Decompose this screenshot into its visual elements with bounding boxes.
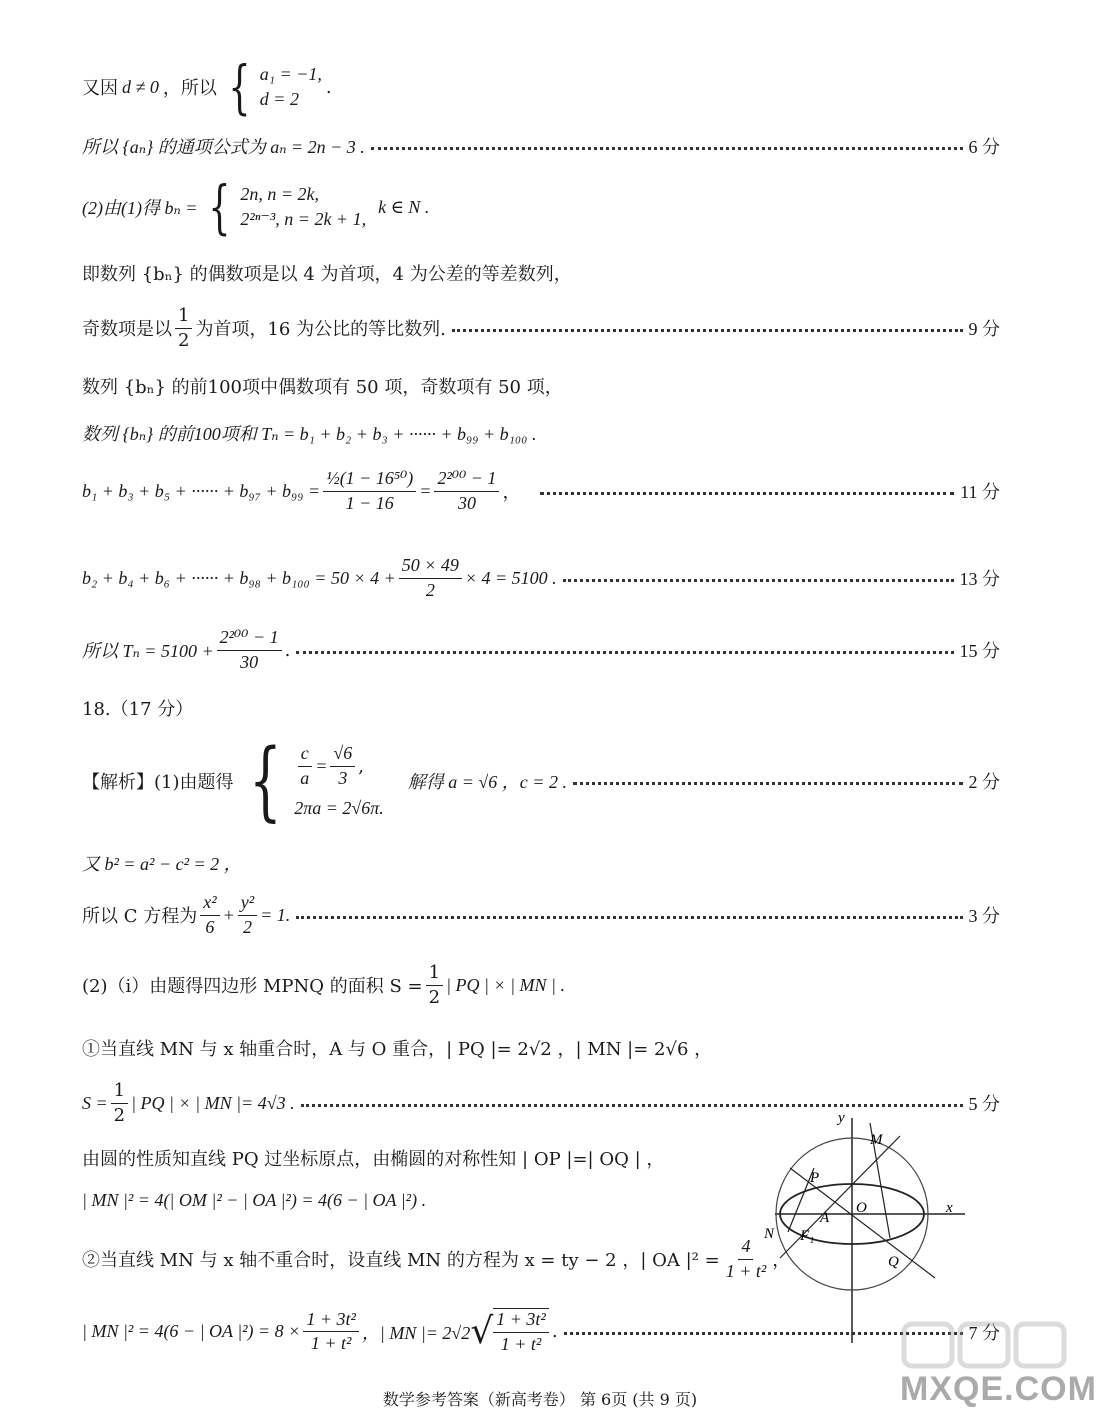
fraction xyxy=(330,743,355,789)
line-4 xyxy=(82,260,1000,286)
line-2 xyxy=(82,133,1000,159)
text: = xyxy=(315,756,328,776)
denominator: 2 xyxy=(428,986,441,1008)
text: . xyxy=(325,76,332,98)
numerator: 50 × 49 xyxy=(399,555,462,579)
question-number: 18.（17 分） xyxy=(82,699,194,720)
label-m: M xyxy=(870,1132,883,1148)
numerator: x² xyxy=(200,892,219,916)
denominator: 2 xyxy=(242,916,252,937)
numerator: 1 + 3t² xyxy=(303,1309,359,1333)
system-brace: { $\frac{c}{a}$ = $\frac{√6}{3}$ , 2πa = 2√6π. xyxy=(248,731,384,831)
line-13 xyxy=(82,850,1000,876)
label-y: y xyxy=(838,1110,845,1126)
text: × 4 = 5100 . xyxy=(464,567,557,588)
text: 为首项，16 为公比的等比数列. xyxy=(195,319,446,341)
text: (2)（i）由题得四边形 MPNQ 的面积 S = xyxy=(82,976,423,998)
label-p: P xyxy=(810,1170,820,1186)
text: 又 b² = a² − c² = 2 ， xyxy=(82,854,242,874)
dot-leader xyxy=(296,651,953,654)
score: 11 分 xyxy=(960,482,1000,503)
numerator: 1 xyxy=(175,305,192,329)
text: , xyxy=(358,756,364,777)
system-row: 2²ⁿ⁻³, n = 2k + 1, xyxy=(240,209,367,229)
fraction xyxy=(303,1309,359,1355)
denominator: 6 xyxy=(205,916,215,937)
score: 6 分 xyxy=(968,137,1000,157)
denominator: a xyxy=(300,768,310,788)
text: | MN |² = 4(6 − | OA |²) = 8 × xyxy=(82,1321,301,1342)
text: 即数列 {bₙ} 的偶数项是以 4 为首项，4 为公差的等差数列， xyxy=(82,264,572,285)
denominator: 1 + t² xyxy=(725,1260,767,1281)
text: ， xyxy=(772,1250,791,1272)
score: 2 分 xyxy=(968,772,1000,792)
text: ②当直线 MN 与 x 轴不重合时，设直线 MN 的方程为 x = ty − 2 ，| OA |² = xyxy=(82,1250,720,1272)
line-18 xyxy=(82,1145,740,1171)
text: ，所以 xyxy=(162,78,217,99)
ellipse-circle-figure xyxy=(764,1108,970,1348)
watermark-text: MXQE.COM xyxy=(900,1370,1097,1408)
dot-leader xyxy=(573,782,963,785)
text: 又因 xyxy=(82,78,118,99)
fraction xyxy=(297,743,312,789)
dot-leader xyxy=(452,329,963,332)
label-o: O xyxy=(856,1200,867,1216)
system-brace: { 2n, n = 2k, 2²ⁿ⁻³, n = 2k + 1, xyxy=(208,173,367,241)
fraction xyxy=(200,892,219,938)
fraction xyxy=(323,468,416,514)
system-row: 2n, n = 2k, xyxy=(240,184,319,204)
fraction xyxy=(434,468,499,514)
numerator: y² xyxy=(238,892,257,916)
denominator: 1 + t² xyxy=(500,1333,542,1354)
sqrt: √ $\frac{\text{1 + 3t²}}{\text{1 + t²}}$ xyxy=(470,1308,552,1355)
line-nm xyxy=(780,1136,900,1258)
label-a: A xyxy=(820,1210,830,1226)
text: 解得 a = √6 ，c = 2 . xyxy=(407,772,567,792)
text: 由圆的性质知直线 PQ 过坐标原点，由椭圆的对称性知 | OP |=| OQ | ， xyxy=(82,1149,665,1170)
numerator: 2²⁰⁰ − 1 xyxy=(434,468,499,492)
text: 数列 {bₙ} 的前100项和 Tₙ = b₁ + b₂ + b₃ + ······ + b₉₉ + b₁₀₀ . xyxy=(82,424,537,444)
denominator: 30 xyxy=(457,492,476,513)
denominator: 3 xyxy=(338,768,348,788)
text: S = xyxy=(82,1092,108,1113)
score: 5 分 xyxy=(968,1094,1000,1115)
text: + xyxy=(222,904,235,925)
fraction xyxy=(175,305,192,351)
fraction xyxy=(399,555,462,601)
line-1 xyxy=(82,53,1000,121)
label-n: N xyxy=(764,1226,775,1242)
text: ①当直线 MN 与 x 轴重合时，A 与 O 重合，| PQ |= 2√2 ，| MN |= 2√6 ， xyxy=(82,1039,713,1060)
denominator: 2 xyxy=(113,1104,126,1126)
text: 奇数项是以 xyxy=(82,319,172,341)
dot-leader xyxy=(563,579,954,582)
line-3 xyxy=(82,173,1000,241)
fraction xyxy=(493,1308,549,1355)
line-15 xyxy=(82,962,1000,1008)
score: 3 分 xyxy=(968,906,1000,927)
text: ，| MN |= 2√2 xyxy=(361,1322,471,1343)
fraction xyxy=(723,1236,770,1282)
dot-leader xyxy=(301,1104,963,1107)
text: (2)由(1)得 bₙ = xyxy=(82,198,198,218)
text: = xyxy=(419,480,432,501)
system-row: 2πa = 2√6π. xyxy=(294,797,384,818)
fraction xyxy=(426,962,443,1008)
score: 7 分 xyxy=(968,1322,1000,1343)
label-x: x xyxy=(946,1200,953,1216)
line-5 xyxy=(82,305,1000,351)
system-row: a₁ = −1, xyxy=(259,64,322,84)
dot-leader xyxy=(296,916,962,919)
line-6 xyxy=(82,373,1000,399)
line-11 xyxy=(82,695,1000,721)
line-16 xyxy=(82,1035,1000,1061)
text: | MN |² = 4(| OM |² − | OA |²) = 4(6 − | OA |²) . xyxy=(82,1190,427,1210)
fraction xyxy=(217,627,282,673)
math: d ≠ 0 xyxy=(122,76,159,97)
text: 所以 Tₙ = 5100 + xyxy=(82,641,214,662)
score: 9 分 xyxy=(968,319,1000,340)
text: 所以 C 方程为 xyxy=(82,906,198,928)
text: = 1. xyxy=(260,904,291,925)
line-7 xyxy=(82,420,1000,446)
text: b₁ + b₃ + b₅ + ······ + b₉₇ + b₉₉ = xyxy=(82,480,321,501)
label-f1: F₁ xyxy=(800,1228,815,1244)
system-brace: { a₁ = −1, d = 2 xyxy=(228,53,322,121)
line-20 xyxy=(82,1236,791,1282)
numerator: 4 xyxy=(738,1236,753,1260)
denominator: 30 xyxy=(240,651,259,672)
text: | PQ | × | MN |= 4√3 . xyxy=(131,1092,295,1113)
line-12 xyxy=(82,731,1000,831)
line-10 xyxy=(82,627,1000,673)
text: k ∈ N . xyxy=(378,196,430,217)
score: 15 分 xyxy=(959,641,1000,662)
numerator: 1 xyxy=(111,1080,128,1104)
denominator: 1 − 16 xyxy=(345,492,394,513)
numerator: √6 xyxy=(330,743,355,767)
text: b₂ + b₄ + b₆ + ······ + b₉₈ + b₁₀₀ = 50 × 4 + xyxy=(82,567,396,588)
line-8 xyxy=(82,468,1000,514)
numerator: 1 xyxy=(426,962,443,986)
system-row: d = 2 xyxy=(259,89,299,109)
dot-leader xyxy=(371,147,963,150)
denominator: 2 xyxy=(425,579,435,600)
label-q: Q xyxy=(888,1254,899,1270)
text: 所以 {aₙ} 的通项公式为 aₙ = 2n − 3 . xyxy=(82,137,365,157)
text: 数列 {bₙ} 的前100项中偶数项有 50 项，奇数项有 50 项， xyxy=(82,377,563,398)
numerator: 2²⁰⁰ − 1 xyxy=(217,627,282,651)
line-9 xyxy=(82,555,1000,601)
score: 13 分 xyxy=(959,569,1000,590)
text: | PQ | × | MN | . xyxy=(446,974,565,995)
text: ， xyxy=(502,482,521,504)
denominator: 2 xyxy=(178,329,190,351)
page-footer: 数学参考答案（新高考卷） 第 6页 (共 9 页) xyxy=(382,1390,698,1409)
numerator: c xyxy=(298,743,312,767)
text: 【解析】(1)由题得 xyxy=(82,772,234,793)
dot-leader xyxy=(540,492,954,495)
denominator: 1 + t² xyxy=(310,1333,352,1354)
text: . xyxy=(284,639,291,661)
fraction xyxy=(238,892,257,938)
line-19 xyxy=(82,1190,740,1211)
numerator: 1 + 3t² xyxy=(493,1309,549,1333)
fraction xyxy=(111,1080,128,1126)
line-14 xyxy=(82,892,1000,938)
text: . xyxy=(551,1321,558,1343)
numerator: ½(1 − 16⁵⁰) xyxy=(323,468,416,492)
